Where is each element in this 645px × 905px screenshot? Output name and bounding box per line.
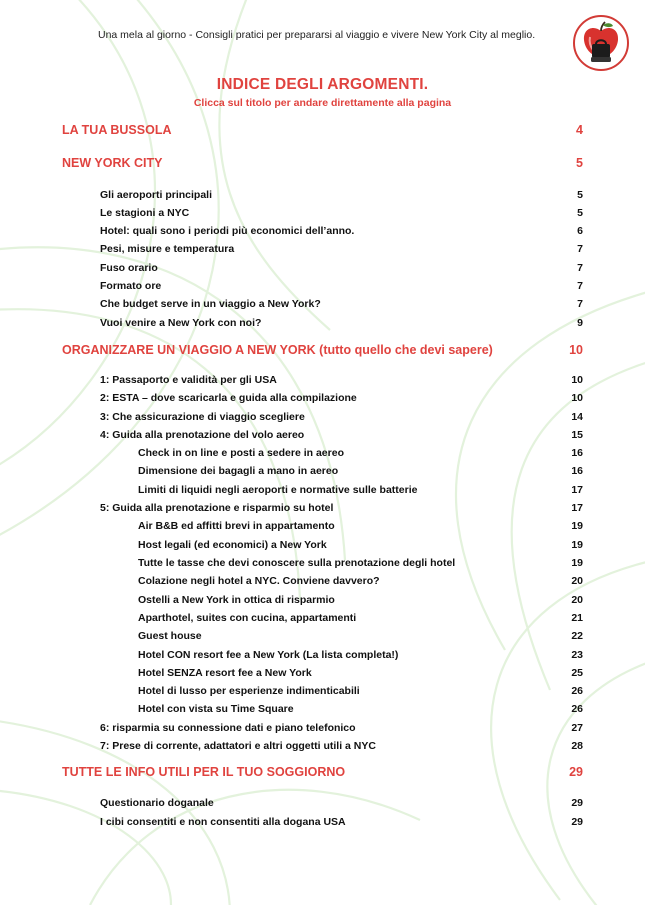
toc-entry-link[interactable]: Hotel con vista su Time Square	[138, 703, 294, 715]
toc-entry[interactable]	[100, 225, 583, 237]
toc-subentry[interactable]	[138, 649, 583, 661]
toc-entry[interactable]	[100, 207, 583, 219]
toc-entry-link[interactable]: Dimensione dei bagagli a mano in aereo	[138, 465, 339, 477]
toc-entry[interactable]	[100, 243, 583, 255]
toc-entry-link[interactable]: Aparthotel, suites con cucina, appartamenti	[138, 612, 357, 624]
toc-entry-link[interactable]: Hotel di lusso per esperienze indimenticabili	[138, 685, 360, 697]
toc-page-number: 5	[577, 189, 583, 201]
header-text: Una mela al giorno - Consigli pratici per prepararsi al viaggio e vivere New York City al meglio.	[98, 29, 536, 41]
toc-page-number: 15	[571, 429, 583, 441]
toc-page-number: 7	[577, 280, 583, 292]
toc-subentry[interactable]	[138, 557, 583, 569]
toc-entry-link[interactable]: Le stagioni a NYC	[100, 207, 190, 219]
toc-entry[interactable]	[100, 429, 583, 441]
toc-entry-link[interactable]: 5: Guida alla prenotazione e risparmio su hotel	[100, 502, 334, 514]
toc-subentry[interactable]	[138, 667, 583, 679]
toc-subentry[interactable]	[138, 484, 583, 496]
toc-section-entry[interactable]	[62, 156, 583, 170]
toc-entry-link[interactable]: 3: Che assicurazione di viaggio scegliere	[100, 411, 305, 423]
toc-entry-link[interactable]: Hotel SENZA resort fee a New York	[138, 667, 312, 679]
toc-entry-link[interactable]: 7: Prese di corrente, adattatori e altri oggetti utili a NYC	[100, 740, 376, 752]
toc-page-number: 17	[571, 502, 583, 514]
toc-page-number: 21	[571, 612, 583, 624]
toc-entry[interactable]	[100, 816, 583, 828]
toc-entry-link[interactable]: NEW YORK CITY	[62, 156, 163, 170]
toc-entry[interactable]	[100, 262, 583, 274]
toc-entry[interactable]	[100, 740, 583, 752]
toc-subentry[interactable]	[138, 539, 583, 551]
toc-entry-link[interactable]: Fuso orario	[100, 262, 158, 274]
toc-page-number: 19	[571, 539, 583, 551]
toc-entry-link[interactable]: Hotel: quali sono i periodi più economici dell’anno.	[100, 225, 355, 237]
toc-entry[interactable]	[100, 298, 583, 310]
toc-subentry[interactable]	[138, 465, 583, 477]
toc-entry-link[interactable]: Check in on line e posti a sedere in aereo	[138, 447, 344, 459]
toc-entry-link[interactable]: Guest house	[138, 630, 202, 642]
toc-page-number: 7	[577, 298, 583, 310]
toc-title: INDICE DEGLI ARGOMENTI.	[216, 76, 429, 93]
toc-entry-link[interactable]: 2: ESTA – dove scaricarla e guida alla compilazione	[100, 392, 357, 404]
toc-page-number: 26	[571, 685, 583, 697]
toc-entry[interactable]	[100, 797, 583, 809]
toc-entry-link[interactable]: LA TUA BUSSOLA	[62, 123, 172, 137]
toc-entry-link[interactable]: Colazione negli hotel a NYC. Conviene davvero?	[138, 575, 380, 587]
toc-page-number: 26	[571, 703, 583, 715]
toc-page-number: 25	[571, 667, 583, 679]
toc-page-number: 29	[571, 797, 583, 809]
toc-entry-link[interactable]: Formato ore	[100, 280, 162, 292]
toc-subentry[interactable]	[138, 594, 583, 606]
toc-entry-link[interactable]: Ostelli a New York in ottica di risparmio	[138, 594, 335, 606]
toc-page-number: 5	[576, 156, 583, 170]
toc-entry-link[interactable]: Gli aeroporti principali	[100, 189, 213, 201]
toc-entry-link[interactable]: Tutte le tasse che devi conoscere sulla prenotazione degli hotel	[138, 557, 456, 569]
toc-page-number: 16	[571, 447, 583, 459]
toc-page-number: 20	[571, 575, 583, 587]
toc-page-number: 7	[577, 243, 583, 255]
toc-entry-link[interactable]: Air B&B ed affitti brevi in appartamento	[138, 520, 335, 532]
toc-page-number: 29	[571, 816, 583, 828]
toc-page-number: 9	[577, 317, 583, 329]
toc-page-number: 23	[571, 649, 583, 661]
toc-entry[interactable]	[100, 502, 583, 514]
toc-entry[interactable]	[100, 374, 583, 386]
toc-entry-link[interactable]: 6: risparmia su connessione dati e piano telefonico	[100, 722, 356, 734]
toc-page-number: 10	[571, 392, 583, 404]
toc-entry-link[interactable]: Host legali (ed economici) a New York	[138, 539, 327, 551]
toc-section-entry[interactable]	[62, 765, 583, 779]
toc-entry[interactable]	[100, 722, 583, 734]
toc-subentry[interactable]	[138, 612, 583, 624]
toc-entry-link[interactable]: Questionario doganale	[100, 797, 214, 809]
toc-page-number: 10	[569, 343, 583, 357]
toc-page-number: 27	[571, 722, 583, 734]
toc-subentry[interactable]	[138, 685, 583, 697]
toc-section-entry[interactable]	[62, 123, 583, 137]
toc-entry[interactable]	[100, 317, 583, 329]
toc-subtitle: Clicca sul titolo per andare direttamente alla pagina	[193, 97, 452, 109]
toc-page-number: 19	[571, 520, 583, 532]
toc-entry-link[interactable]: 4: Guida alla prenotazione del volo aereo	[100, 429, 305, 441]
toc-page-number: 28	[571, 740, 583, 752]
toc-subentry[interactable]	[138, 703, 583, 715]
toc-entry-link[interactable]: ORGANIZZARE UN VIAGGIO A NEW YORK (tutto quello che devi sapere)	[62, 343, 493, 357]
toc-page-number: 10	[571, 374, 583, 386]
toc-entry-link[interactable]: 1: Passaporto e validità per gli USA	[100, 374, 277, 386]
toc-page-number: 5	[577, 207, 583, 219]
toc-subentry[interactable]	[138, 575, 583, 587]
toc-section-entry[interactable]	[62, 343, 583, 357]
toc-page-number: 19	[571, 557, 583, 569]
toc-page-number: 17	[571, 484, 583, 496]
toc-entry[interactable]	[100, 411, 583, 423]
toc-page-number: 29	[569, 765, 583, 779]
toc-page-number: 20	[571, 594, 583, 606]
toc-page-number: 16	[571, 465, 583, 477]
toc-entry[interactable]	[100, 189, 583, 201]
toc-entry-link[interactable]: I cibi consentiti e non consentiti alla dogana USA	[100, 816, 346, 828]
toc-page-number: 4	[576, 123, 583, 137]
toc-subentry[interactable]	[138, 630, 583, 642]
toc-entry-link[interactable]: Che budget serve in un viaggio a New York?	[100, 298, 321, 310]
toc-entry-link[interactable]: TUTTE LE INFO UTILI PER IL TUO SOGGIORNO	[62, 765, 346, 779]
toc-page-number: 6	[577, 225, 583, 237]
toc-entry-link[interactable]: Hotel CON resort fee a New York (La lista completa!)	[138, 649, 399, 661]
toc-page-number: 14	[571, 411, 583, 423]
toc-entry-link[interactable]: Vuoi venire a New York con noi?	[100, 317, 262, 329]
toc-entry-link[interactable]: Limiti di liquidi negli aeroporti e normative sulle batterie	[138, 484, 418, 496]
toc-entry[interactable]	[100, 392, 583, 404]
toc-page-number: 7	[577, 262, 583, 274]
toc-subentry[interactable]	[138, 447, 583, 459]
toc-entry[interactable]	[100, 280, 583, 292]
toc-page-number: 22	[571, 630, 583, 642]
toc-entry-link[interactable]: Pesi, misure e temperatura	[100, 243, 235, 255]
toc-subentry[interactable]	[138, 520, 583, 532]
